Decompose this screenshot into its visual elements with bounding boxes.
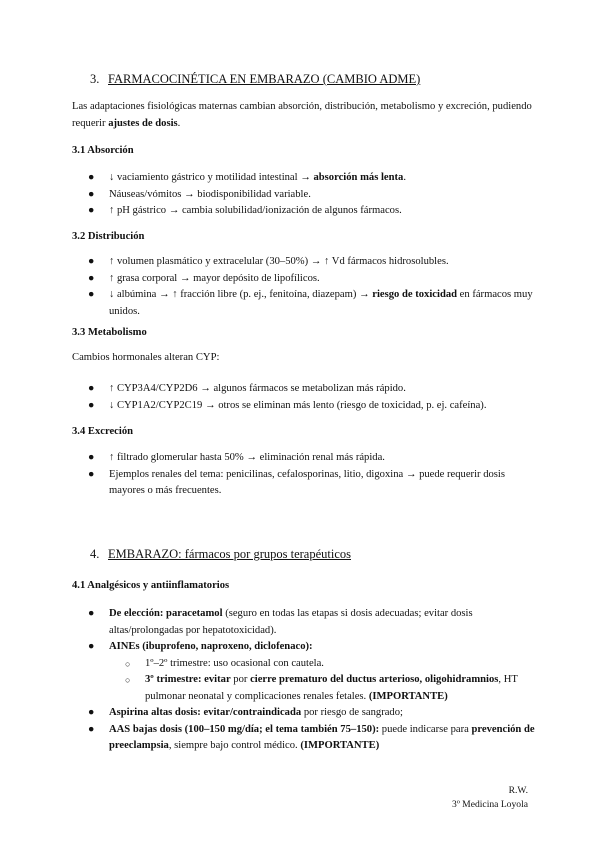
absorption-list (72, 170, 539, 220)
section-3-number: 3. (90, 72, 100, 86)
subsection-3-3-title: 3.3 Metabolismo (72, 327, 147, 338)
bullet-icon: ● (88, 452, 95, 463)
item-text: ↑ pH gástrico → cambia solubilidad/ionización de algunos fármacos. (109, 205, 402, 216)
item-bold: De elección: paracetamol (109, 608, 223, 619)
list-item (72, 450, 539, 467)
hollow-bullet-icon: ○ (125, 675, 131, 685)
important-tag: (IMPORTANTE) (368, 690, 448, 702)
subsection-4-1-title: 4.1 Analgésicos y antiinflamatorios (72, 580, 230, 591)
item-text: ↓ albúmina → ↑ fracción libre (p. ej., fenitoína, diazepam) → (109, 289, 373, 300)
bullet-icon: ● (88, 399, 95, 411)
item-text: puede indicarse para (379, 723, 472, 735)
item-text: ↑ volumen plasmático y extracelular (30–50%) → ↑ Vd fármacos hidrosolubles. (109, 256, 449, 267)
bullet-icon: ● (88, 641, 95, 652)
item-text: por riesgo de sangrado; (301, 707, 403, 718)
important-tag: (IMPORTANTE) (300, 740, 380, 751)
item-text: ↓ vaciamiento gástrico y motilidad intestinal → (109, 172, 314, 183)
item-text: (seguro en todas las etapas si dosis adecuadas; evitar dosis altas/prolongadas por hepatotoxicidad). (109, 608, 473, 636)
bullet-icon: ● (88, 707, 95, 718)
intro-bold: ajustes de dosis (108, 117, 178, 129)
subsection-3-1-title: 3.1 Absorción (72, 145, 134, 156)
item-text: Náuseas/vómitos → biodisponibilidad variable. (109, 188, 311, 200)
item-text: ↑ filtrado glomerular hasta 50% → eliminación renal más rápida. (109, 452, 385, 463)
list-item (72, 381, 539, 398)
section-3-intro (72, 99, 532, 132)
section-4-title: EMBARAZO: fármacos por grupos terapéuticos (108, 547, 351, 561)
intro-text: Las adaptaciones fisiológicas maternas cambian absorción, distribución, metabolismo y excreción, pudiendo requerir (72, 101, 532, 129)
item-text: ↓ CYP1A2/CYP2C19 → otros se eliminan más lento (riesgo de toxicidad, p. ej. cafeína). (109, 399, 487, 411)
list-item (72, 271, 539, 288)
item-end: . (403, 172, 406, 183)
bullet-icon: ● (88, 383, 95, 394)
sub-list-item (109, 656, 545, 673)
list-item (72, 639, 539, 705)
item-text: por (230, 674, 251, 685)
list-item (72, 203, 539, 220)
bullet-icon: ● (88, 272, 95, 284)
item-bold: absorción más lenta (313, 172, 404, 183)
item-text: ↑ grasa corporal → mayor depósito de lipofílicos. (109, 272, 320, 284)
analgesics-list (72, 606, 539, 755)
item-bold: 3º trimestre: evitar (145, 674, 231, 685)
list-item (72, 187, 539, 204)
intro-end: . (177, 117, 181, 129)
item-bold: AAS bajas dosis (100–150 mg/día; el tema también 75–150): (109, 723, 380, 735)
sub-list-item (109, 672, 545, 705)
item-text: ↑ CYP3A4/CYP2D6 → algunos fármacos se metabolizan más rápido. (109, 383, 406, 394)
hollow-bullet-icon: ○ (125, 658, 131, 669)
item-text: , siempre bajo control médico. (168, 740, 301, 751)
list-item (72, 170, 539, 187)
item-bold: AINEs (ibuprofeno, naproxeno, diclofenaco): (109, 641, 313, 652)
bullet-icon: ● (88, 205, 95, 216)
section-4-number: 4. (90, 547, 100, 561)
item-bold: riesgo de toxicidad (372, 289, 458, 300)
bullet-icon: ● (88, 608, 95, 619)
bullet-icon: ● (88, 723, 95, 735)
footer-author: R.W. (508, 785, 528, 796)
bullet-icon: ● (88, 256, 95, 267)
list-item (72, 705, 539, 722)
bullet-icon: ● (88, 289, 95, 300)
list-item (72, 254, 539, 271)
metabolism-list (72, 381, 569, 414)
distribution-list (72, 254, 539, 320)
metabolism-intro: Cambios hormonales alteran CYP: (72, 352, 220, 363)
item-end: en fármacos muy unidos. (109, 289, 533, 317)
nsaids-sublist (109, 656, 539, 706)
section-3-heading (90, 72, 420, 87)
list-item (72, 287, 539, 320)
list-item (72, 606, 539, 639)
section-3-title: FARMACOCINÉTICA EN EMBARAZO (CAMBIO ADME) (108, 72, 421, 86)
subsection-3-2-title: 3.2 Distribución (72, 231, 145, 242)
item-bold: Aspirina altas dosis: evitar/contraindicada (109, 707, 302, 718)
section-4-heading (90, 547, 351, 562)
item-bold: prevención de preeclampsia (109, 723, 535, 751)
excretion-list (72, 450, 539, 500)
bullet-icon: ● (88, 188, 95, 200)
footer-course: 3º Medicina Loyola (452, 799, 528, 810)
bullet-icon: ● (88, 172, 95, 183)
item-text: , HT pulmonar neonatal y complicaciones renales fetales. (145, 674, 518, 702)
item-bold: cierre prematuro del ductus arterioso, oligohidramnios (250, 674, 499, 685)
list-item (72, 467, 539, 500)
item-text: 1º–2º trimestre: uso ocasional con cautela. (145, 657, 324, 669)
list-item (72, 722, 539, 755)
item-text: Ejemplos renales del tema: penicilinas, cefalosporinas, litio, digoxina → puede requerir dosis mayores o más frecuentes. (109, 468, 505, 496)
list-item (72, 398, 569, 415)
bullet-icon: ● (88, 468, 95, 480)
subsection-3-4-title: 3.4 Excreción (72, 426, 134, 437)
